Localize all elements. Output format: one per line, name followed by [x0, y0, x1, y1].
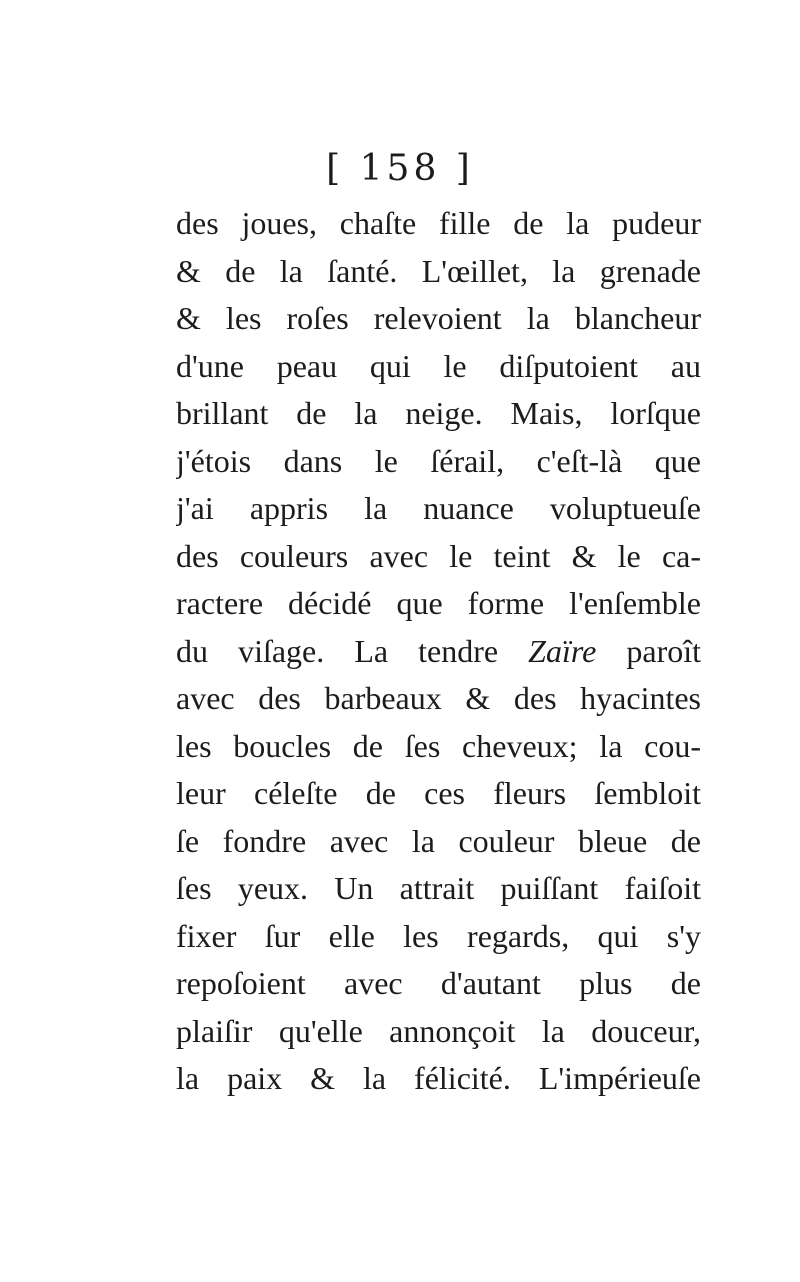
page-number: [ 158 ] — [326, 148, 474, 189]
text-line-17: repoſoient avec d'autant plus de — [176, 965, 701, 1001]
text-line-5: brillant de la neige. Mais, lorſque — [176, 395, 701, 431]
text-line-19: la paix & la félicité. L'impérieuſe — [176, 1060, 701, 1096]
text-line-18: plaiſir qu'elle annonçoit la douceur, — [176, 1012, 701, 1049]
text-line-11: avec des barbeaux & des hyacintes — [176, 680, 701, 716]
text-line-10 — [176, 628, 701, 676]
text-line-12: les boucles de ſes cheveux; la cou- — [176, 727, 701, 764]
text-line-10-end: paroît — [626, 632, 701, 669]
character-name-zaire: Zaïre — [528, 632, 597, 669]
text-line-7: j'ai appris la nuance voluptueuſe — [176, 490, 701, 526]
text-line-14: ſe fondre avec la couleur bleue de — [176, 822, 701, 859]
text-line-8: des couleurs avec le teint & le ca- — [176, 537, 701, 574]
text-line-6: j'étois dans le ſérail, c'eſt-là que — [176, 442, 701, 479]
text-line-9: ractere décidé que forme l'enſemble — [176, 585, 701, 621]
text-line-10-start: du viſage. La tendre — [176, 632, 499, 669]
text-line-2: & de la ſanté. L'œillet, la grenade — [176, 252, 701, 289]
body-text — [176, 200, 701, 1103]
text-line-15: ſes yeux. Un attrait puiſſant faiſoit — [176, 870, 701, 906]
text-line-3: & les roſes relevoient la blancheur — [176, 300, 701, 336]
text-line-16: fixer ſur elle les regards, qui s'y — [176, 917, 701, 954]
text-line-4: d'une peau qui le diſputoient au — [176, 347, 701, 384]
text-line-13: leur céleſte de ces fleurs ſembloit — [176, 775, 701, 811]
text-line-1: des joues, chaſte fille de la pudeur — [176, 205, 701, 241]
